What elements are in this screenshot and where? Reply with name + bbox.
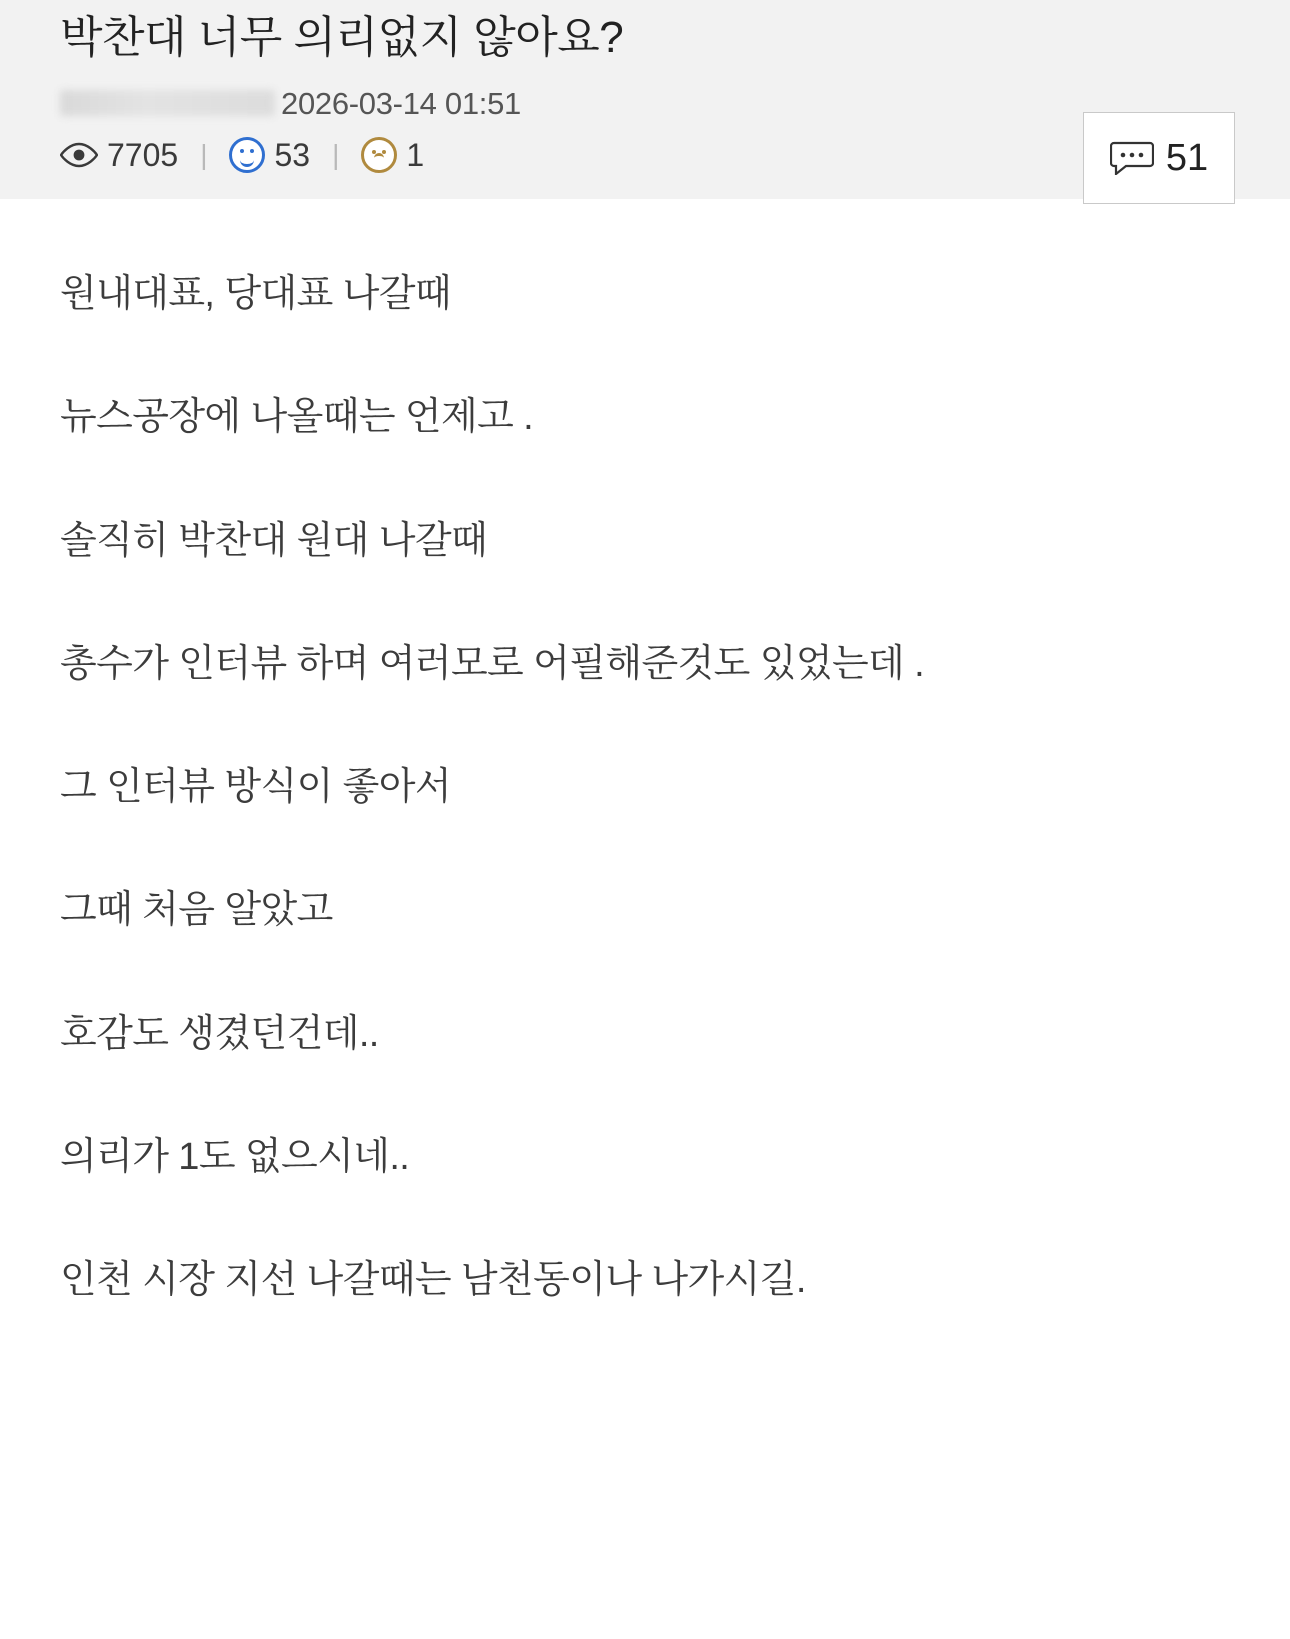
smile-face-icon xyxy=(229,137,265,173)
post-paragraph: 인천 시장 지선 나갈때는 남천동이나 나가시길. xyxy=(60,1259,806,1302)
eye-icon xyxy=(60,142,98,168)
post-date: 2026-03-14 01:51 xyxy=(281,86,521,121)
sad-face-icon xyxy=(361,137,397,173)
page-title: 박찬대 너무 의리없지 않아요? xyxy=(60,13,624,62)
like-count-group[interactable] xyxy=(229,137,310,173)
comment-count: 51 xyxy=(1165,136,1209,179)
post-paragraph: 원내대표, 당대표 나갈때 xyxy=(60,273,451,315)
dislike-count: 1 xyxy=(406,137,425,173)
post-header xyxy=(0,0,1290,199)
post-paragraph: 의리가 1도 없으시네.. xyxy=(60,1136,410,1179)
post-paragraph: 솔직히 박찬대 원대 나갈때 xyxy=(60,519,488,562)
post-paragraph: 그때 처음 알았고 xyxy=(60,889,333,932)
post-paragraph: 그 인터뷰 방식이 좋아서 xyxy=(60,766,451,809)
post-body xyxy=(0,199,1290,1347)
view-count: 7705 xyxy=(107,137,179,173)
view-count-group xyxy=(60,139,178,171)
post-stats xyxy=(60,137,1230,173)
dislike-count-group[interactable] xyxy=(361,137,424,173)
post-paragraph: 뉴스공장에 나올때는 언제고 . xyxy=(60,396,534,439)
speech-bubble-icon xyxy=(1110,141,1154,175)
post-meta-row xyxy=(60,83,1230,123)
like-count: 53 xyxy=(274,137,311,173)
post-paragraph: 총수가 인터뷰 하며 여러모로 어필해준것도 있었는데 . xyxy=(60,642,925,685)
comment-count-button[interactable] xyxy=(1083,112,1235,204)
stat-separator-1: | xyxy=(200,139,208,170)
post-paragraph: 호감도 생겼던건데.. xyxy=(60,1012,379,1055)
author-name-redacted xyxy=(60,90,275,116)
stat-separator-2: | xyxy=(332,139,340,170)
